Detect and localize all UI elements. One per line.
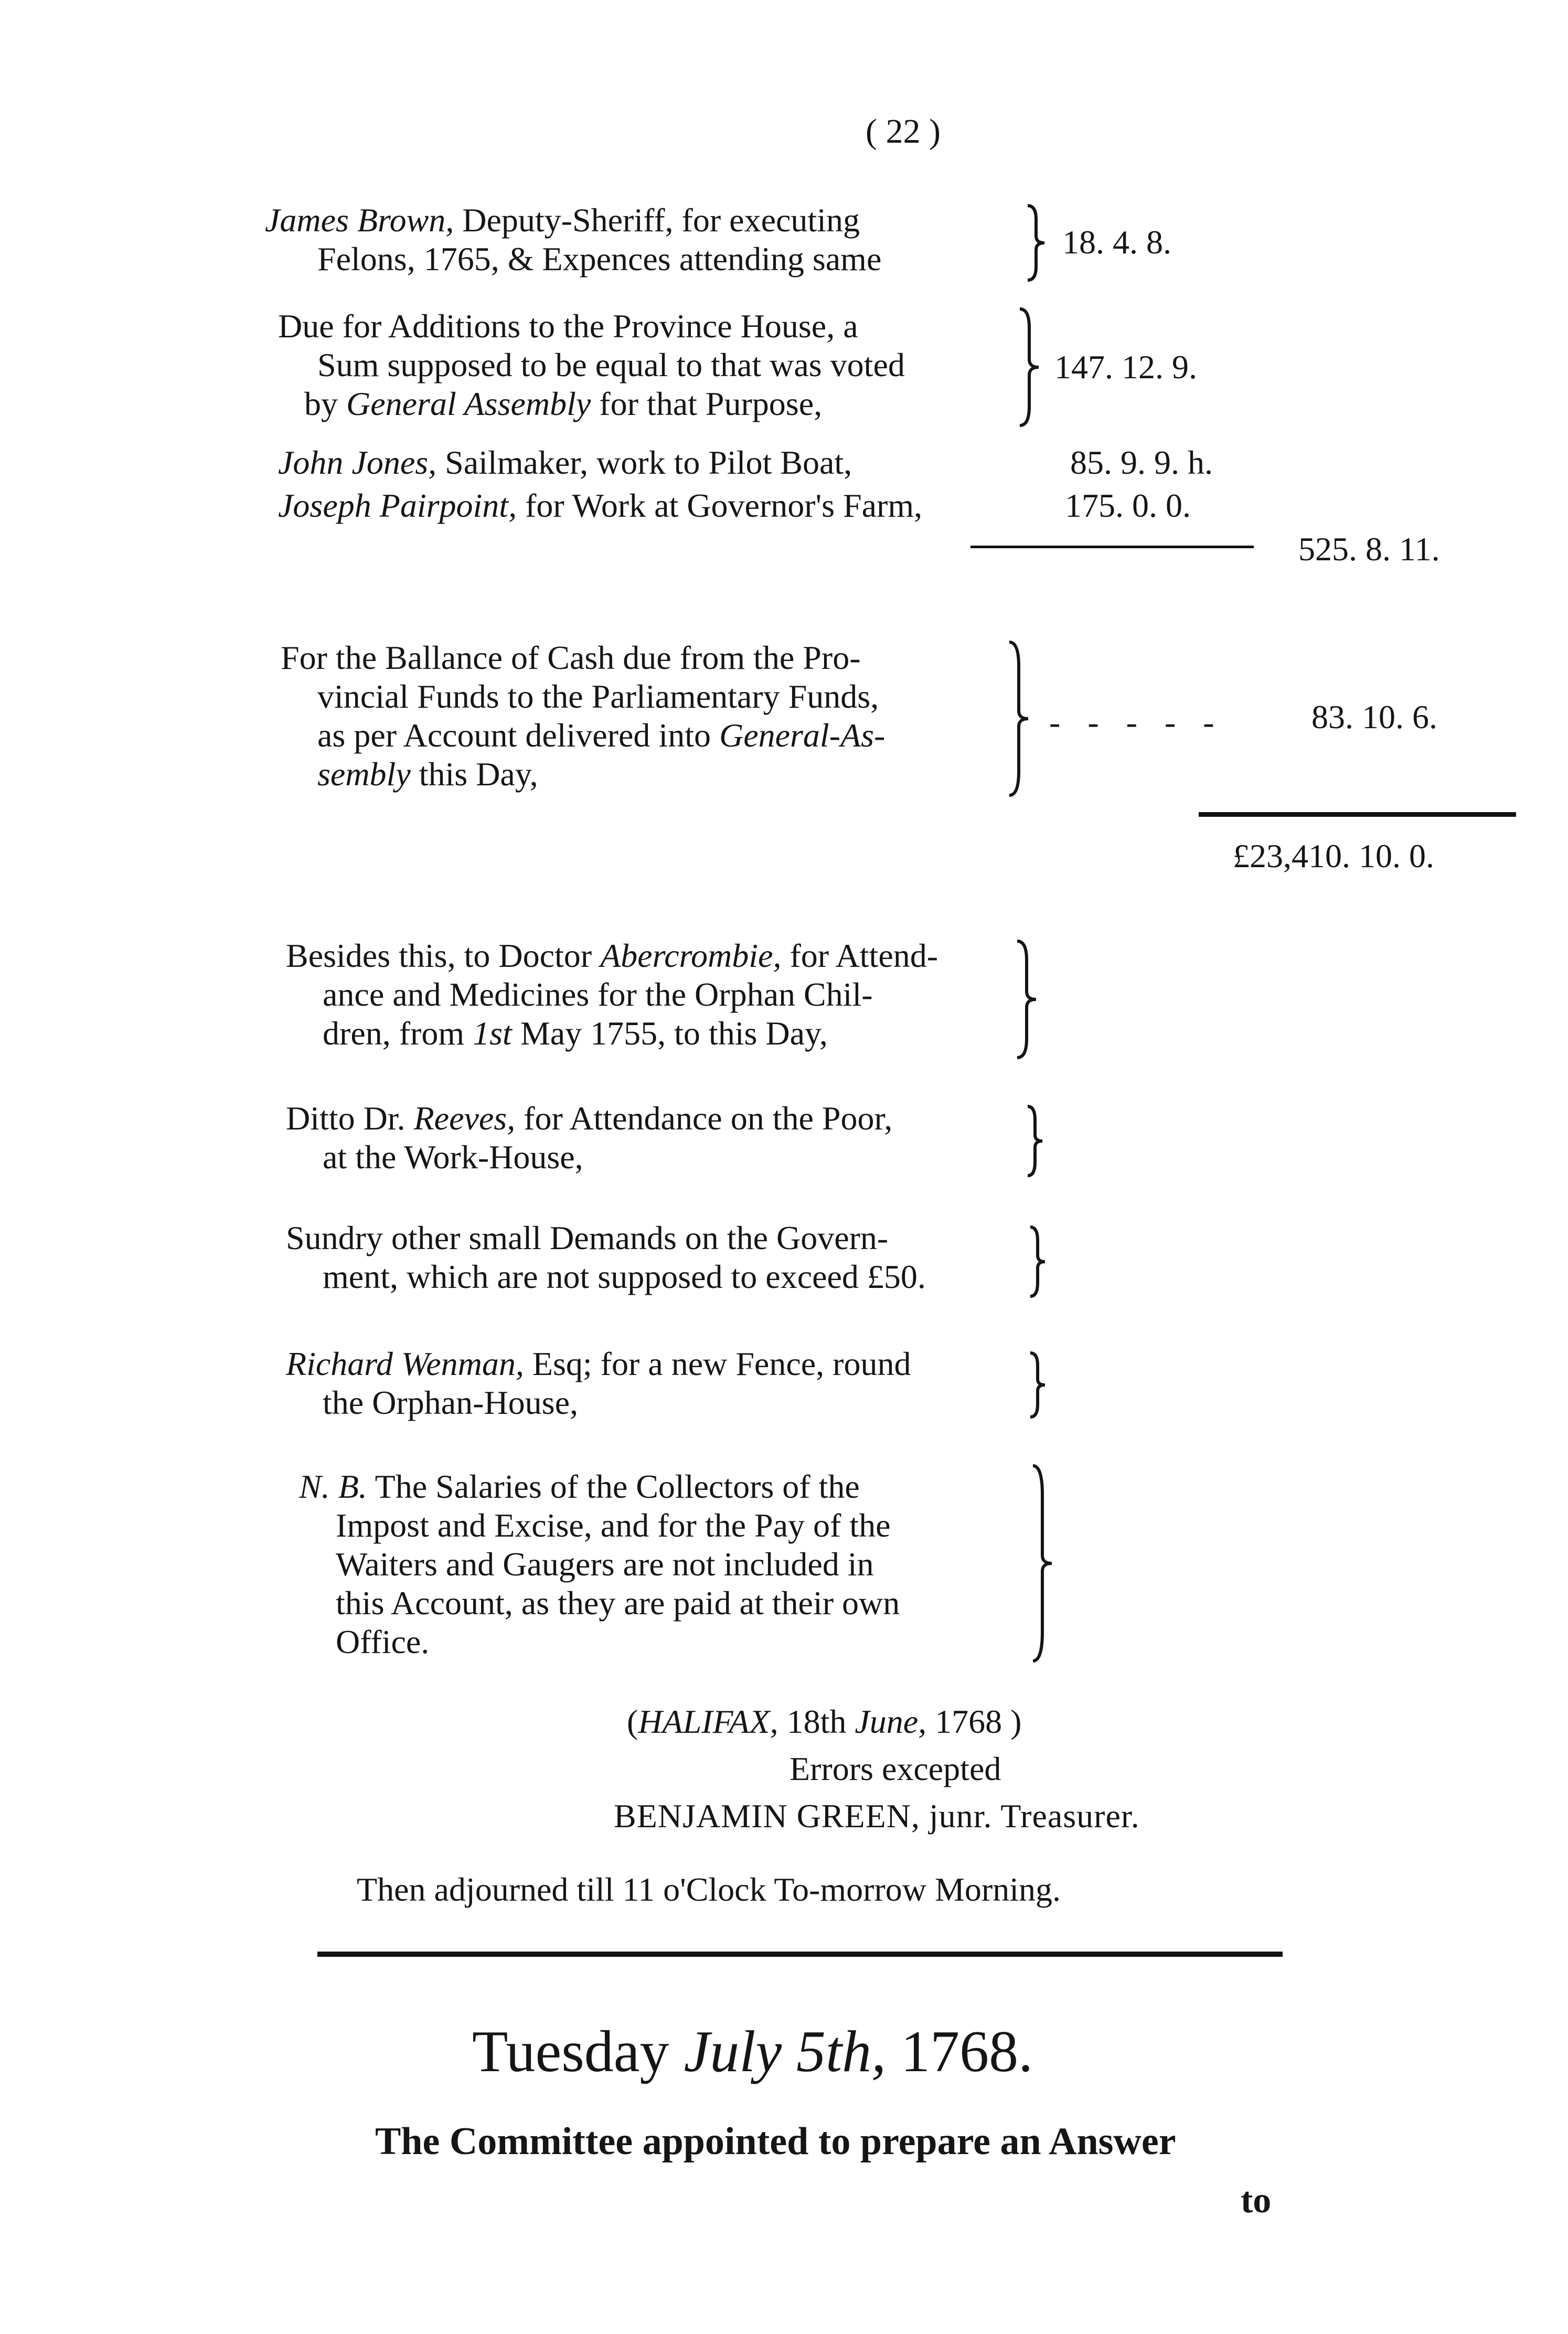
page-number: ( 22 ): [866, 112, 941, 151]
wenman-italic: Richard Wenman,: [286, 1345, 524, 1382]
ditto-line: at the Work-House,: [323, 1138, 583, 1176]
entry-italic: General Assembly: [346, 385, 591, 422]
nb-text: The Salaries of the Collectors of the: [367, 1468, 860, 1505]
ballance-line: For the Ballance of Cash due from the Pro-: [281, 639, 861, 676]
ballance-italic: sembly: [317, 755, 411, 793]
place-name: HALIFAX,: [638, 1703, 778, 1740]
besides-text: dren, from: [323, 1015, 473, 1052]
entry-text: for that Purpose,: [591, 385, 823, 422]
nb-line: this Account, as they are paid at their own: [336, 1584, 900, 1622]
sundry-line: Sundry other small Demands on the Govern-: [286, 1219, 889, 1256]
besides-italic: 1st: [473, 1015, 512, 1052]
catchword: to: [1241, 2180, 1272, 2221]
ballance-text: as per Account delivered into: [317, 717, 719, 754]
brace-icon: [1018, 307, 1041, 428]
ballance-text: this Day,: [410, 755, 538, 793]
section-divider: [317, 1952, 1283, 1957]
adjournment-note: Then adjourned till 11 o'Clock To-morrow Morning.: [357, 1871, 1061, 1908]
ditto-text: Ditto Dr.: [286, 1100, 414, 1137]
wenman-text: Esq; for a new Fence, round: [524, 1345, 911, 1382]
brace-icon: [1007, 640, 1030, 797]
date-text: 1768 ): [926, 1703, 1022, 1740]
entry-john-jones: [278, 446, 852, 479]
entry-joseph-pairpoint: [278, 489, 922, 523]
entry-name: John Jones,: [278, 444, 437, 481]
leader-dashes: - - - - -: [1049, 704, 1224, 741]
signature-date-line: [627, 1705, 1021, 1739]
brace-icon: [1015, 939, 1038, 1060]
entry-text: Deputy-Sheriff, for executing: [454, 201, 860, 239]
ditto-text: for Attendance on the Poor,: [515, 1100, 893, 1137]
besides-text: Besides this, to Doctor: [286, 937, 601, 974]
ditto-italic: Reeves,: [413, 1100, 516, 1137]
entry-text: by: [304, 385, 346, 422]
paren: (: [627, 1703, 638, 1740]
entry-text: Sum supposed to be equal to that was voted: [317, 346, 905, 383]
brace-icon: [1026, 204, 1047, 282]
entry-amount: 85. 9. 9. h.: [1070, 444, 1213, 481]
entry-text: Sailmaker, work to Pilot Boat,: [436, 444, 852, 481]
besides-text: for Attend-: [781, 937, 938, 974]
sundry-line: ment, which are not supposed to exceed £50.: [323, 1258, 926, 1295]
treasurer-signature: BENJAMIN GREEN, junr. Treasurer.: [614, 1797, 1140, 1835]
date-month: June,: [855, 1703, 927, 1740]
entry-amount: 175. 0. 0.: [1065, 487, 1191, 524]
entry-name: James Brown,: [265, 201, 454, 239]
nb-line: Waiters and Gaugers are not included in: [336, 1546, 874, 1583]
besides-text: May 1755, to this Day,: [511, 1015, 828, 1052]
total-rule: [1199, 812, 1516, 817]
entry-text: Due for Additions to the Province House, a: [278, 307, 858, 345]
brace-icon: [1031, 1464, 1054, 1663]
ballance-italic: General-As-: [719, 717, 886, 754]
nb-line: Office.: [336, 1623, 430, 1660]
entry-text: Felons, 1765, & Expences attending same: [317, 240, 882, 278]
brace-icon: [1028, 1351, 1047, 1419]
ballance-line: [317, 719, 885, 752]
entry-text: for Work at Governor's Farm,: [517, 487, 923, 524]
nb-line: Impost and Excise, and for the Pay of the: [336, 1507, 891, 1544]
brace-icon: [1028, 1225, 1047, 1298]
subtotal-rule: [970, 546, 1254, 548]
entry-amount: 18. 4. 8.: [1062, 223, 1171, 261]
date-text: 18th: [778, 1703, 855, 1740]
nb-label: N. B.: [299, 1468, 367, 1505]
day-text: Tuesday: [472, 2019, 684, 2084]
total-amount: £23,410. 10. 0.: [1233, 837, 1434, 875]
committee-line: The Committee appointed to prepare an Answer: [375, 2120, 1176, 2163]
wenman-line: the Orphan-House,: [323, 1384, 578, 1421]
ballance-line: [317, 755, 538, 793]
day-text: 1768.: [886, 2019, 1033, 2084]
besides-line: ance and Medicines for the Orphan Chil-: [323, 976, 873, 1013]
day-heading: [472, 2019, 1033, 2084]
day-italic: July 5th,: [684, 2019, 887, 2084]
entry-name: Joseph Pairpoint,: [278, 487, 517, 524]
entry-amount: 147. 12. 9.: [1054, 348, 1197, 386]
ballance-amount: 83. 10. 6.: [1311, 698, 1437, 736]
besides-italic: Abercrombie,: [600, 937, 782, 974]
subtotal-amount: 525. 8. 11.: [1298, 530, 1440, 568]
ballance-line: vincial Funds to the Parliamentary Funds,: [317, 678, 879, 715]
errors-excepted: Errors excepted: [790, 1750, 1001, 1787]
brace-icon: [1026, 1104, 1044, 1178]
